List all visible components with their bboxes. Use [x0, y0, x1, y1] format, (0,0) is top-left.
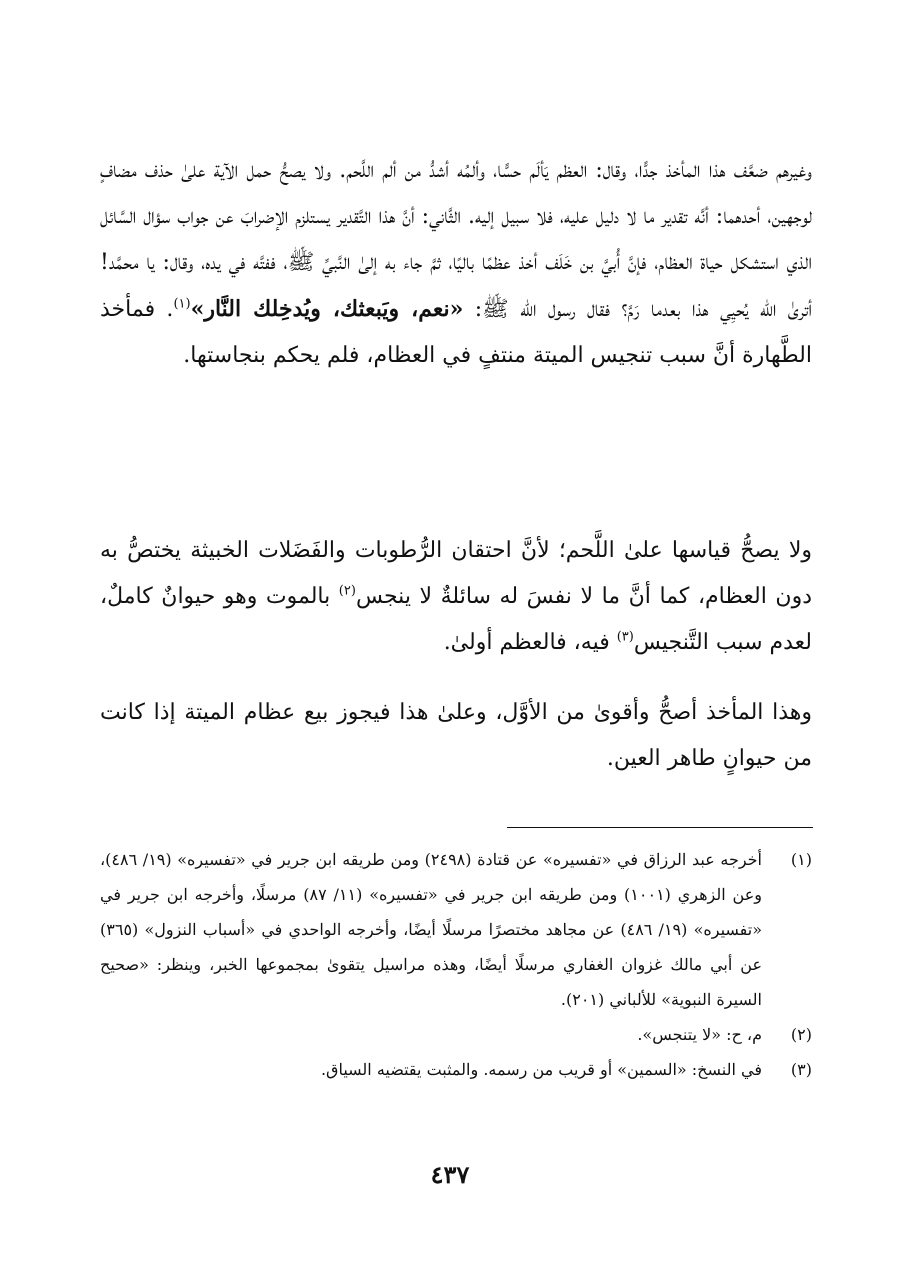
footnote-1-text: أخرجه عبد الرزاق في «تفسيره» عن قتادة (٢٤٩٨) ومن طريقه ابن جرير في «تفسيره» (١٩/ ٤٨٦)، وعن الزهري (١٠٠١) ومن طريقه ابن جرير في «تفسيره» (١١/ ٨٧) مرسلًا، وأخرجه ابن جرير في «تفسيره» (١٩/ ٤٨٦) عن مجاهد مختصرًا مرسلًا أيضًا، وأخرجه الواحدي في «أسباب النزول» (٣٦٥) عن أبي مالك غزوان الغفاري مرسلًا أيضًا، وهذه مراسيل يتقوىٰ بمجموعها الخبر، وينظر: «صحيح السيرة النبوية» للألباني (٢٠١). [100, 850, 763, 1009]
paragraph-2-text-c: فيه، فالعظم أولىٰ. [443, 630, 617, 655]
footnote-2-text: م، ح: «لا يتنجس». [637, 1025, 762, 1044]
paragraph-3-text: وهذا المأخذ أصحُّ وأقوىٰ من الأوَّل، وعلىٰ هذا فيجوز بيع عظام الميتة إذا كانت من حيوانٍ طاهر العين. [100, 700, 813, 771]
paragraph-2-text-a: ولا يصحُّ قياسها علىٰ اللَّحم؛ لأنَّ احتقان الرُّطوبات والفَضَلات الخبيثة يختصُّ به دون العظام، كما أنَّ ما لا نفسَ له سائلةٌ لا ينجس [100, 538, 812, 609]
footnote-1 [100, 842, 812, 1017]
page-number: ٤٣٧ [430, 1160, 470, 1189]
paragraph-1 [100, 148, 812, 379]
footnote-3 [100, 1052, 812, 1087]
footnote-2 [100, 1017, 812, 1052]
footnote-ref-2[interactable]: (٢) [338, 583, 356, 599]
paragraph-2-text-b: بالموت وهو حيوانٌ كاملٌ، لعدم سبب التَّنجيس [100, 584, 812, 655]
paragraph-1-text-end: . فمأخذ الطَّهارة أنَّ سبب تنجيس الميتة منتفٍ في العظام، فلم يحكم بنجاستها. [100, 297, 812, 368]
footnote-3-number: (٣) [790, 1060, 812, 1079]
footnote-1-number: (١) [790, 850, 812, 869]
hadith-quote: «نعم، ويَبعثك، ويُدخِلك النَّار» [190, 296, 464, 322]
footnotes [100, 842, 812, 1087]
footnote-3-text: في النسخ: «السمين» أو قريب من رسمه. والمثبت يقتضيه السياق. [320, 1060, 762, 1079]
paragraph-3 [100, 690, 812, 782]
footnote-2-number: (٢) [790, 1025, 812, 1044]
footnote-ref-3[interactable]: (٣) [616, 629, 634, 645]
footnote-separator [507, 827, 813, 828]
footnote-ref-1[interactable]: (١) [173, 296, 191, 312]
paragraph-1-text: وغيرهم ضعَّف هذا المأخذ جدًّا، وقال: العظم يَألَم حسًّا، وألمُه أشدُّ من ألم اللَّحم. ولا يصحُّ حمل الآية علىٰ حذف مضافٍ لوجهين، أحدهما: أنَّه تقدير ما لا دليل عليه، فلا سبيل إليه. الثَّاني: أنَّ هذا التَّقدير يستلزم الإضرابَ عن جواب سؤال السَّائل الذي استشكل حياة العظام، فإنَّ أُبيَّ بن خَلَف أخذ عظمًا باليًا، ثمَّ جاء به إلىٰ النَّبيِّ ﷺ، ففتَّه في يده، وقال: يا محمَّد! أترىٰ الله يُحيِي هذا بعدما رَمَّ؟ فقال رسول الله ﷺ: [100, 158, 812, 322]
paragraph-2 [100, 528, 812, 666]
